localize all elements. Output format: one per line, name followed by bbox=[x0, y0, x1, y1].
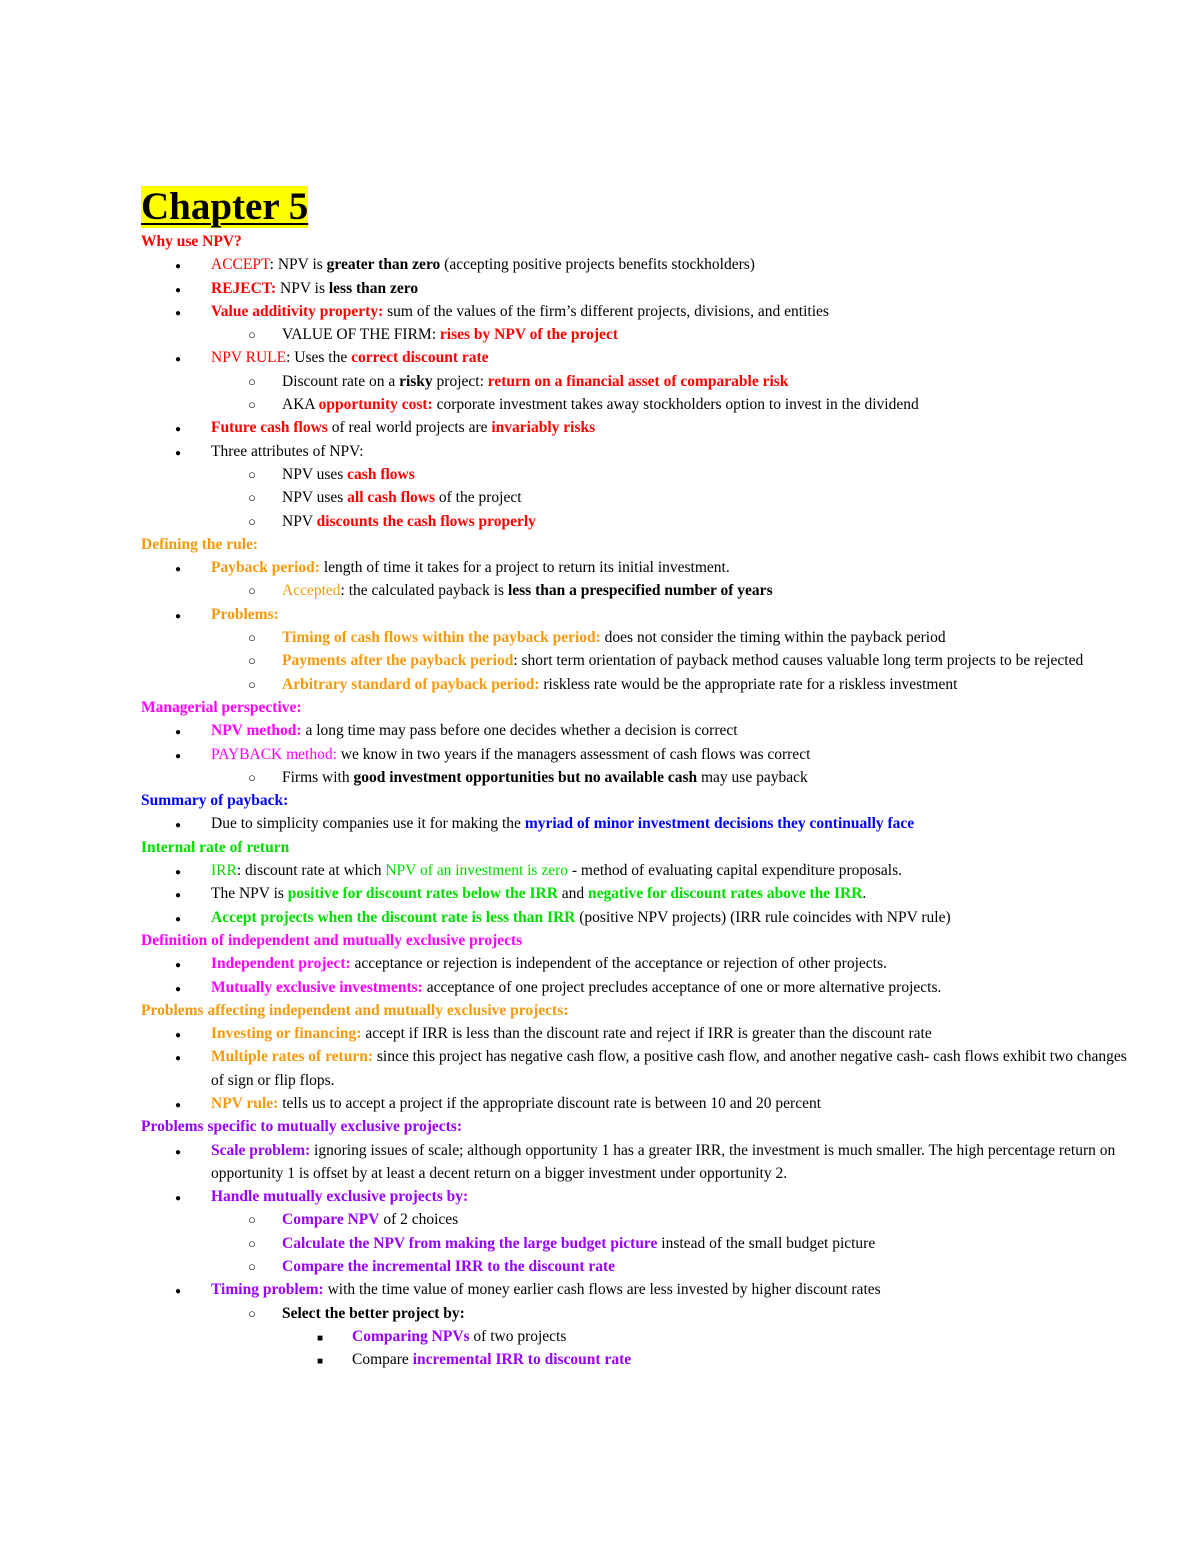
text-run: Handle mutually exclusive projects by: bbox=[211, 1188, 469, 1206]
text-run: myriad of minor investment decisions they continually face bbox=[524, 815, 915, 833]
text-run: corporate investment takes away stockholders option to invest in the dividend bbox=[432, 396, 919, 414]
bullet-dot-icon bbox=[175, 906, 181, 931]
bullet-ring-icon bbox=[248, 463, 256, 486]
text-run: . bbox=[862, 885, 867, 903]
bullet-item bbox=[141, 1348, 1141, 1371]
bullet-item bbox=[141, 370, 1141, 393]
bullet-item bbox=[141, 579, 1141, 602]
text-run: risky bbox=[399, 372, 433, 390]
text-run: Mutually exclusive investments: bbox=[211, 978, 423, 996]
bullet-item bbox=[141, 812, 1141, 835]
text-run: incremental IRR to discount rate bbox=[412, 1351, 632, 1369]
bullet-dot-icon bbox=[175, 1139, 181, 1164]
bullet-ring-icon bbox=[248, 649, 256, 672]
bullet-dot-icon bbox=[175, 976, 181, 1001]
bullet-ring-icon bbox=[248, 579, 256, 602]
text-run: ignoring issues of scale; although opportunity 1 has a greater IRR, the investment is much smaller. The high percentage return on opportunity 1 is offset by at least a decent return on a bigger investment under opportunity 2. bbox=[211, 1141, 1116, 1182]
text-run: Scale problem: bbox=[211, 1141, 311, 1159]
text-run: NPV RULE bbox=[211, 349, 287, 367]
bullet-ring-icon bbox=[248, 393, 256, 416]
bullet-item bbox=[141, 766, 1141, 789]
text-run: correct discount rate bbox=[351, 349, 489, 367]
text-run: IRR bbox=[211, 862, 237, 880]
text-run: Accepted bbox=[282, 582, 341, 600]
bullet-item bbox=[141, 440, 1141, 463]
bullet-dot-icon bbox=[175, 859, 181, 884]
text-run: Three attributes of NPV: bbox=[211, 442, 364, 460]
bullet-square-icon bbox=[317, 1348, 323, 1373]
bullet-item bbox=[141, 1255, 1141, 1278]
text-run: with the time value of money earlier cash flows are less invested by higher discount rates bbox=[323, 1281, 881, 1299]
text-run: : the calculated payback is bbox=[340, 582, 508, 600]
bullet-dot-icon bbox=[175, 952, 181, 977]
bullet-ring-icon bbox=[248, 766, 256, 789]
text-run: Arbitrary standard of payback period: bbox=[282, 675, 540, 693]
bullet-dot-icon bbox=[175, 603, 181, 628]
bullet-item bbox=[141, 463, 1141, 486]
bullet-ring-icon bbox=[248, 673, 256, 696]
section-heading bbox=[141, 999, 1141, 1022]
text-run: Why use NPV? bbox=[141, 233, 242, 250]
bullet-dot-icon bbox=[175, 277, 181, 302]
text-run: Future cash flows bbox=[211, 419, 328, 437]
bullet-item bbox=[141, 882, 1141, 905]
bullet-item bbox=[141, 1022, 1141, 1045]
bullet-item bbox=[141, 859, 1141, 882]
title-wrap bbox=[141, 186, 1141, 230]
chapter-title: Chapter 5 bbox=[141, 185, 309, 228]
text-run: Investing or financing: bbox=[211, 1025, 362, 1043]
text-run: of real world projects are bbox=[327, 419, 492, 437]
bullet-dot-icon bbox=[175, 1045, 181, 1070]
text-run: NPV rule: bbox=[211, 1094, 279, 1112]
text-run: Comparing NPVs bbox=[352, 1327, 470, 1345]
text-run: Due to simplicity companies use it for making the bbox=[211, 815, 525, 833]
text-run: Timing of cash flows within the payback period: bbox=[282, 629, 601, 647]
bullet-ring-icon bbox=[248, 486, 256, 509]
bullet-item bbox=[141, 626, 1141, 649]
text-run: Compare NPV bbox=[282, 1211, 380, 1229]
text-run: Definition of independent and mutually exclusive projects bbox=[141, 931, 523, 949]
text-run: (accepting positive projects benefits stockholders) bbox=[440, 256, 755, 274]
text-run: all cash flows bbox=[347, 489, 436, 507]
text-run: Compare the incremental IRR to the discount rate bbox=[282, 1258, 616, 1276]
bullet-ring-icon bbox=[248, 1255, 256, 1278]
text-run: Internal rate of return bbox=[141, 838, 290, 856]
text-run: of the project bbox=[435, 489, 522, 507]
text-run: Timing problem: bbox=[211, 1281, 324, 1299]
text-run: Payback period: bbox=[211, 559, 320, 577]
text-run: since this project has negative cash flow, a positive cash flow, and another negative cash- cash flows exhibit two changes of sign or flip flops. bbox=[211, 1048, 1127, 1089]
bullet-item bbox=[141, 952, 1141, 975]
bullet-dot-icon bbox=[175, 1022, 181, 1047]
text-run: The NPV is bbox=[211, 885, 288, 903]
text-run: positive for discount rates below the IRR bbox=[287, 885, 558, 903]
bullet-item bbox=[141, 1302, 1141, 1325]
bullet-item bbox=[141, 976, 1141, 999]
text-run: a long time may pass before one decides whether a decision is correct bbox=[301, 722, 738, 740]
text-run: Value additivity property: bbox=[211, 302, 384, 320]
notes-list bbox=[141, 230, 1141, 1372]
bullet-dot-icon bbox=[175, 743, 181, 768]
bullet-item bbox=[141, 393, 1141, 416]
section-heading bbox=[141, 533, 1141, 556]
bullet-item bbox=[141, 346, 1141, 369]
text-run: Summary of payback: bbox=[141, 792, 289, 810]
bullet-item bbox=[141, 1208, 1141, 1231]
bullet-item bbox=[141, 1232, 1141, 1255]
bullet-item bbox=[141, 1185, 1141, 1208]
text-run: : Uses the bbox=[286, 349, 352, 367]
text-run: cash flows bbox=[347, 465, 415, 483]
bullet-item bbox=[141, 556, 1141, 579]
text-run: accept if IRR is less than the discount rate and reject if IRR is greater than the discount rate bbox=[361, 1025, 932, 1043]
section-heading bbox=[141, 929, 1141, 952]
text-run: : NPV is bbox=[269, 256, 327, 274]
text-run: Problems: bbox=[211, 605, 279, 623]
text-run: AKA bbox=[282, 396, 319, 414]
bullet-dot-icon bbox=[175, 300, 181, 325]
bullet-item bbox=[141, 1139, 1141, 1186]
text-run: Managerial perspective: bbox=[141, 698, 302, 716]
text-run: return on a financial asset of comparable risk bbox=[487, 372, 789, 390]
bullet-dot-icon bbox=[175, 440, 181, 465]
bullet-dot-icon bbox=[175, 812, 181, 837]
text-run: riskless rate would be the appropriate rate for a riskless investment bbox=[539, 675, 958, 693]
text-run: NPV bbox=[282, 512, 317, 530]
section-heading bbox=[141, 696, 1141, 719]
bullet-ring-icon bbox=[248, 1232, 256, 1255]
text-run: Compare bbox=[352, 1351, 413, 1369]
bullet-ring-icon bbox=[248, 370, 256, 393]
bullet-item bbox=[141, 1045, 1141, 1092]
text-run: greater than zero bbox=[326, 256, 441, 274]
text-run: length of time it takes for a project to return its initial investment. bbox=[319, 559, 730, 577]
text-run: of 2 choices bbox=[379, 1211, 459, 1229]
text-run: tells us to accept a project if the appropriate discount rate is between 10 and 20 percent bbox=[278, 1094, 822, 1112]
bullet-ring-icon bbox=[248, 1208, 256, 1231]
text-run: : short term orientation of payback method causes valuable long term projects to be rejected bbox=[513, 652, 1084, 670]
bullet-item bbox=[141, 253, 1141, 276]
text-run: Payments after the payback period bbox=[282, 652, 514, 670]
text-run: may use payback bbox=[697, 768, 808, 786]
text-run: and bbox=[557, 885, 589, 903]
bullet-item bbox=[141, 323, 1141, 346]
text-run: : bbox=[431, 326, 440, 344]
bullet-item bbox=[141, 486, 1141, 509]
text-run: NPV method: bbox=[211, 722, 302, 740]
text-run: Select the better project by: bbox=[282, 1304, 465, 1322]
text-run: less than a prespecified number of years bbox=[507, 582, 773, 600]
section-heading bbox=[141, 230, 1141, 253]
bullet-item bbox=[141, 649, 1141, 672]
bullet-item bbox=[141, 673, 1141, 696]
bullet-dot-icon bbox=[175, 556, 181, 581]
bullet-ring-icon bbox=[248, 626, 256, 649]
bullet-dot-icon bbox=[175, 416, 181, 441]
text-run: REJECT: bbox=[211, 279, 277, 297]
text-run: ACCEPT bbox=[211, 256, 270, 274]
bullet-item bbox=[141, 603, 1141, 626]
document-page bbox=[141, 186, 1141, 1372]
text-run: instead of the small budget picture bbox=[657, 1234, 876, 1252]
text-run: Accept projects when the discount rate is less than IRR bbox=[211, 908, 576, 926]
text-run: PAYBACK method: bbox=[211, 745, 337, 763]
text-run: Defining the rule: bbox=[141, 535, 259, 553]
text-run: NPV is bbox=[276, 279, 329, 297]
bullet-dot-icon bbox=[175, 1185, 181, 1210]
section-heading bbox=[141, 1115, 1141, 1138]
bullet-item bbox=[141, 510, 1141, 533]
text-run: - method of evaluating capital expenditure proposals. bbox=[568, 862, 903, 880]
text-run: rises by NPV of the project bbox=[439, 326, 618, 344]
text-run: negative for discount rates above the IRR bbox=[588, 885, 863, 903]
text-run: sum of the values of the firm’s different projects, divisions, and entities bbox=[383, 302, 829, 320]
bullet-square-icon bbox=[317, 1325, 323, 1350]
text-run: does not consider the timing within the payback period bbox=[600, 629, 946, 647]
text-run: project: bbox=[432, 372, 488, 390]
bullet-item bbox=[141, 416, 1141, 439]
bullet-item bbox=[141, 906, 1141, 929]
text-run: opportunity cost: bbox=[318, 396, 433, 414]
bullet-ring-icon bbox=[248, 1302, 256, 1325]
text-run: good investment opportunities but no available cash bbox=[353, 768, 698, 786]
section-heading bbox=[141, 836, 1141, 859]
text-run: Firms with bbox=[282, 768, 354, 786]
text-run: VALUE OF THE FIRM bbox=[282, 326, 432, 344]
bullet-ring-icon bbox=[248, 510, 256, 533]
bullet-dot-icon bbox=[175, 346, 181, 371]
bullet-ring-icon bbox=[248, 323, 256, 346]
text-run: acceptance of one project precludes acceptance of one or more alternative projects. bbox=[422, 978, 942, 996]
bullet-item bbox=[141, 1325, 1141, 1348]
text-run: Multiple rates of return: bbox=[211, 1048, 373, 1066]
bullet-dot-icon bbox=[175, 1092, 181, 1117]
text-run: : discount rate at which bbox=[236, 862, 386, 880]
text-run: less than zero bbox=[328, 279, 419, 297]
text-run: of two projects bbox=[469, 1327, 567, 1345]
text-run: Independent project: bbox=[211, 955, 351, 973]
text-run: NPV of an investment is zero bbox=[385, 862, 569, 880]
bullet-item bbox=[141, 300, 1141, 323]
text-run: NPV uses bbox=[282, 465, 348, 483]
text-run: invariably risks bbox=[491, 419, 596, 437]
bullet-item bbox=[141, 277, 1141, 300]
bullet-item bbox=[141, 1278, 1141, 1301]
text-run: Discount rate on a bbox=[282, 372, 400, 390]
bullet-item bbox=[141, 719, 1141, 742]
bullet-item bbox=[141, 1092, 1141, 1115]
text-run: (positive NPV projects) (IRR rule coincides with NPV rule) bbox=[575, 908, 951, 926]
text-run: we know in two years if the managers assessment of cash flows was correct bbox=[336, 745, 811, 763]
section-heading bbox=[141, 789, 1141, 812]
text-run: acceptance or rejection is independent of the acceptance or rejection of other projects. bbox=[350, 955, 887, 973]
bullet-dot-icon bbox=[175, 719, 181, 744]
text-run: discounts the cash flows properly bbox=[316, 512, 536, 530]
text-run: NPV uses bbox=[282, 489, 348, 507]
bullet-item bbox=[141, 743, 1141, 766]
text-run: Problems specific to mutually exclusive projects: bbox=[141, 1118, 462, 1136]
text-run: Problems affecting independent and mutually exclusive projects: bbox=[141, 1001, 569, 1019]
bullet-dot-icon bbox=[175, 1278, 181, 1303]
bullet-dot-icon bbox=[175, 253, 181, 278]
bullet-dot-icon bbox=[175, 882, 181, 907]
text-run: Calculate the NPV from making the large budget picture bbox=[282, 1234, 658, 1252]
